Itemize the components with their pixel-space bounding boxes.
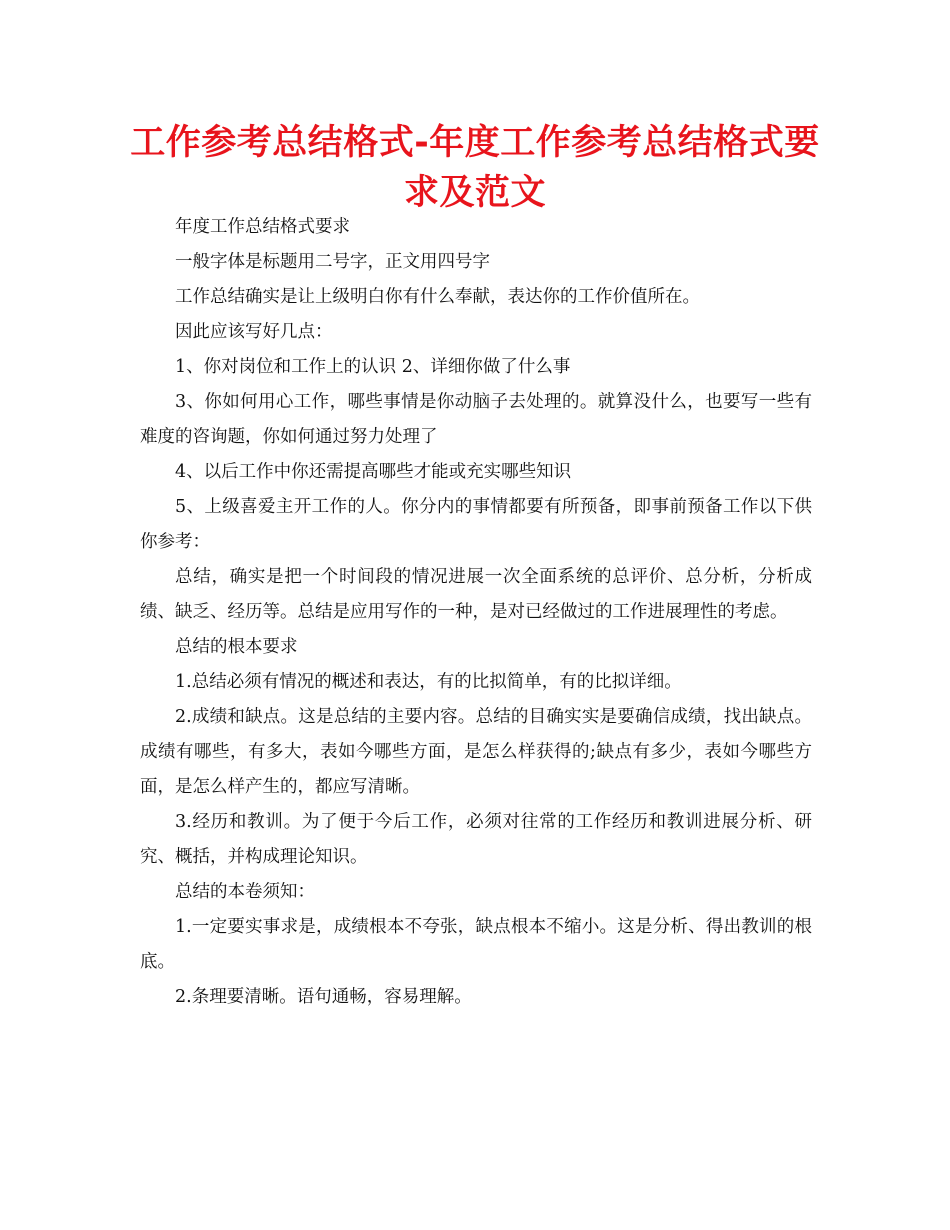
paragraph: 因此应该写好几点： <box>175 322 333 342</box>
document-body <box>140 210 812 1015</box>
paragraph: 一般字体是标题用二号字，正文用四号字 <box>175 252 490 272</box>
paragraph: 2.成绩和缺点。这是总结的主要内容。总结的目确实实是要确信成绩，找出缺点。成绩有哪些，有多大，表如今哪些方面，是怎么样获得的;缺点有多少，表如今哪些方面，是怎么样产生的，都应写清晰。 <box>140 707 812 797</box>
paragraph: 1、你对岗位和工作上的认识 2、详细你做了什么事 <box>175 357 571 377</box>
paragraph: 1.总结必须有情况的概述和表达，有的比拟简单，有的比拟详细。 <box>175 672 682 692</box>
paragraph: 5、上级喜爱主开工作的人。你分内的事情都要有所预备，即事前预备工作以下供你参考： <box>140 497 812 552</box>
paragraph: 3、你如何用心工作，哪些事情是你动脑子去处理的。就算没什么，也要写一些有难度的咨询题，你如何通过努力处理了 <box>140 392 812 447</box>
section-heading: 总结的根本要求 <box>175 637 298 657</box>
paragraph: 工作总结确实是让上级明白你有什么奉献，表达你的工作价值所在。 <box>175 287 700 307</box>
paragraph: 年度工作总结格式要求 <box>175 217 350 237</box>
section-heading: 总结的本卷须知： <box>175 882 315 902</box>
paragraph: 3.经历和教训。为了便于今后工作，必须对往常的工作经历和教训进展分析、研究、概括，并构成理论知识。 <box>140 812 812 867</box>
document-title: 工作参考总结格式-年度工作参考总结格式要求及范文 <box>130 123 820 213</box>
paragraph: 总结，确实是把一个时间段的情况进展一次全面系统的总评价、总分析，分析成绩、缺乏、经历等。总结是应用写作的一种，是对已经做过的工作进展理性的考虑。 <box>140 567 812 622</box>
paragraph: 2.条理要清晰。语句通畅，容易理解。 <box>175 987 472 1007</box>
paragraph: 1.一定要实事求是，成绩根本不夸张，缺点根本不缩小。这是分析、得出教训的根底。 <box>140 917 812 972</box>
paragraph: 4、以后工作中你还需提高哪些才能或充实哪些知识 <box>175 462 572 482</box>
